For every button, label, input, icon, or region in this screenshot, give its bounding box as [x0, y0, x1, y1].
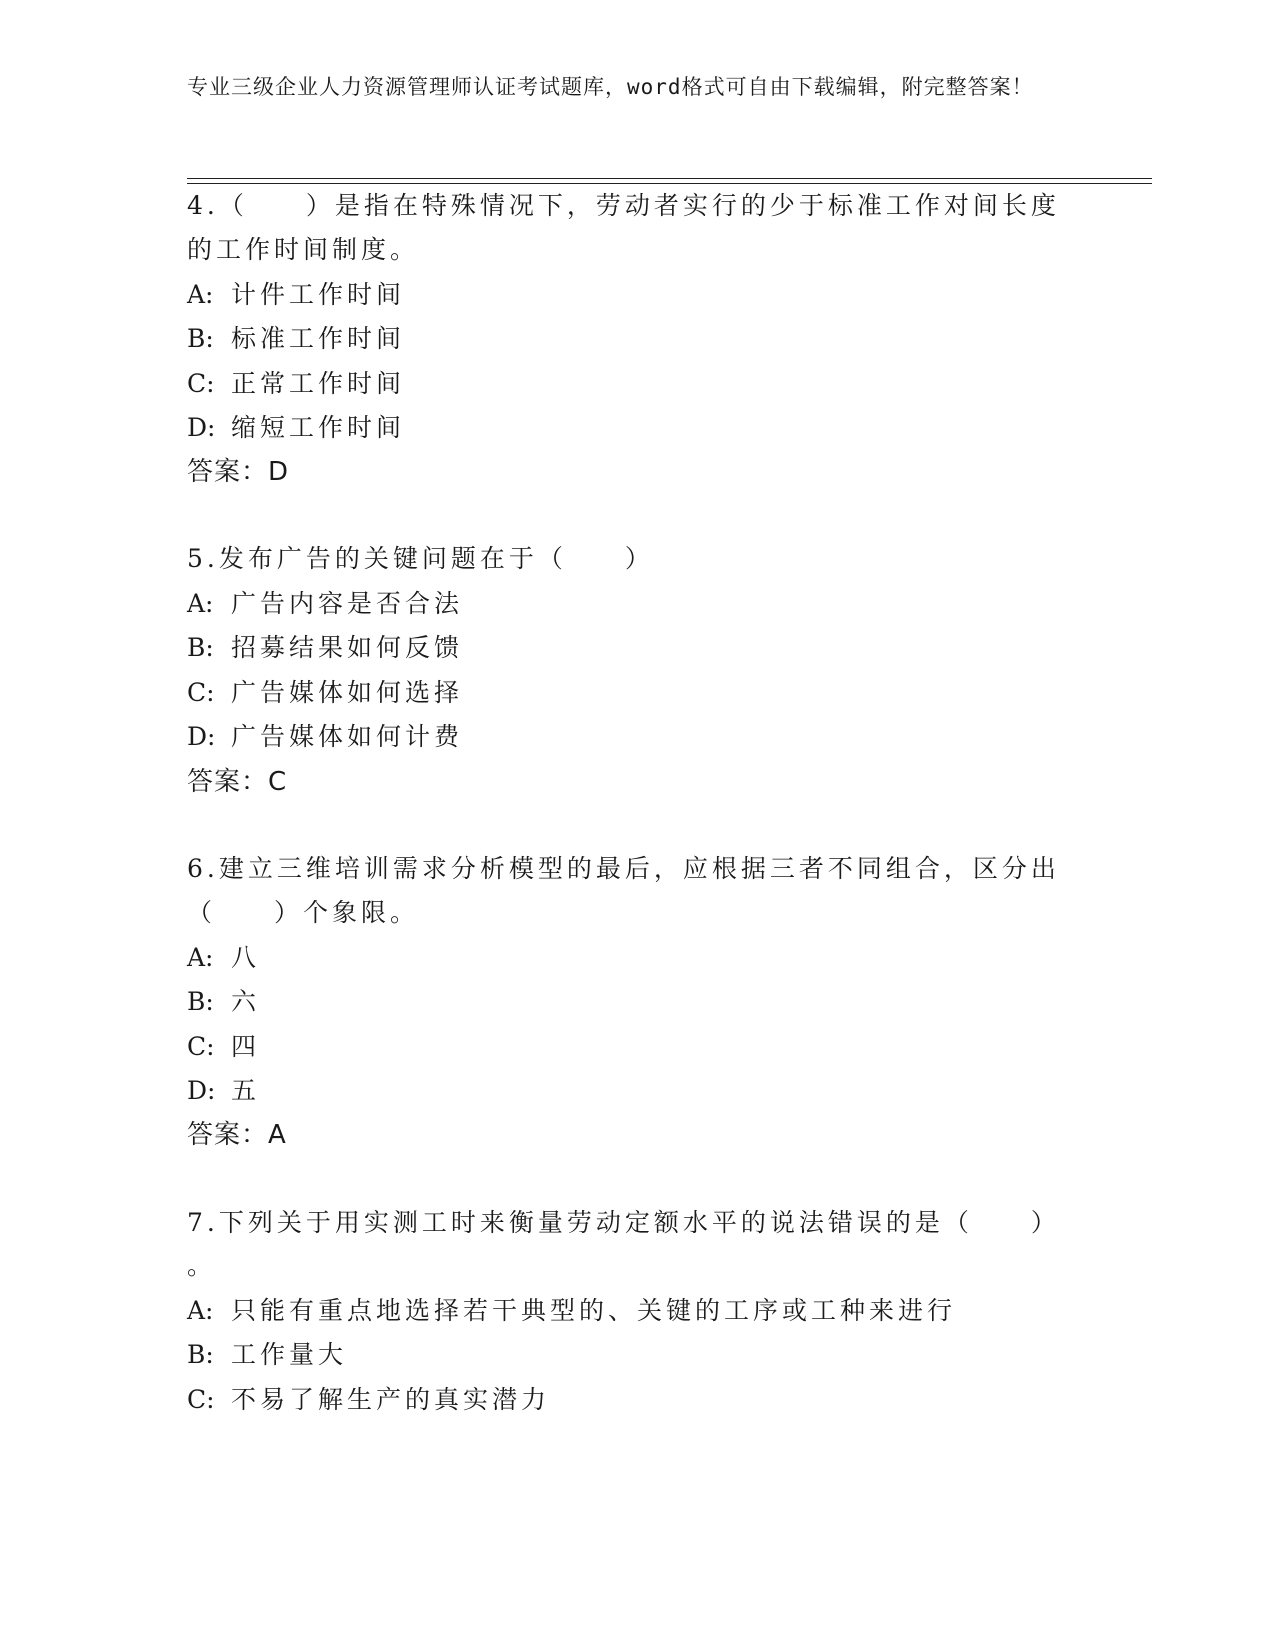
- option-letter: A:: [187, 589, 214, 618]
- option-text: 广告内容是否合法: [231, 589, 464, 618]
- option-letter: A:: [187, 280, 214, 309]
- question-6-option-c: [187, 1031, 260, 1063]
- option-text: 工作量大: [231, 1340, 348, 1369]
- option-text: 计件工作时间: [231, 280, 406, 309]
- option-text: 四: [231, 1032, 261, 1061]
- option-letter: C:: [187, 678, 215, 707]
- option-text: 缩短工作时间: [231, 413, 406, 442]
- option-text: 正常工作时间: [231, 369, 406, 398]
- question-6-option-d: [187, 1075, 260, 1107]
- option-letter: C:: [187, 369, 215, 398]
- question-7-option-a: [187, 1295, 956, 1327]
- option-letter: B:: [187, 1340, 214, 1369]
- question-7-stem-line-2: 。: [187, 1251, 217, 1280]
- question-4-option-a: [187, 279, 405, 311]
- option-letter: D:: [187, 722, 216, 751]
- option-text: 五: [231, 1076, 261, 1105]
- option-text: 不易了解生产的真实潜力: [231, 1385, 551, 1414]
- header-divider-top: [187, 178, 1152, 179]
- question-5-answer: 答案：C: [187, 767, 288, 797]
- question-4-option-d: [187, 412, 405, 444]
- option-text: 六: [231, 987, 261, 1016]
- option-text: 八: [231, 943, 261, 972]
- option-letter: C:: [187, 1032, 215, 1061]
- question-6-stem-line-1: 6.建立三维培训需求分析模型的最后，应根据三者不同组合，区分出: [187, 854, 1060, 883]
- header-divider-bottom: [187, 183, 1152, 184]
- option-letter: C:: [187, 1385, 215, 1414]
- option-text: 广告媒体如何计费: [231, 722, 464, 751]
- question-6-answer: 答案：A: [187, 1120, 287, 1150]
- option-text: 标准工作时间: [231, 324, 406, 353]
- option-letter: D:: [187, 413, 216, 442]
- question-6-stem-line-2: （ ）个象限。: [187, 898, 420, 927]
- question-7-stem-line-1: 7.下列关于用实测工时来衡量劳动定额水平的说法错误的是（ ）: [187, 1208, 1060, 1237]
- question-4-option-c: [187, 368, 405, 400]
- question-6-option-a: [187, 942, 260, 974]
- question-5-option-c: [187, 677, 463, 709]
- question-7-option-b: [187, 1339, 347, 1371]
- option-letter: D:: [187, 1076, 216, 1105]
- option-letter: B:: [187, 324, 214, 353]
- question-7-option-c: [187, 1384, 550, 1416]
- option-text: 广告媒体如何选择: [231, 678, 464, 707]
- option-text: 招募结果如何反馈: [231, 633, 464, 662]
- question-5-option-b: [187, 632, 463, 664]
- question-5-option-d: [187, 721, 463, 753]
- question-4-stem-line-2: 的工作时间制度。: [187, 235, 420, 264]
- option-letter: B:: [187, 633, 214, 662]
- option-text: 只能有重点地选择若干典型的、关键的工序或工种来进行: [231, 1296, 957, 1325]
- question-4-stem-line-1: 4.（ ）是指在特殊情况下，劳动者实行的少于标准工作对间长度: [187, 191, 1060, 220]
- document-header: 专业三级企业人力资源管理师认证考试题库，word格式可自由下载编辑，附完整答案！: [187, 75, 1034, 99]
- question-5-option-a: [187, 588, 463, 620]
- question-4-option-b: [187, 323, 405, 355]
- option-letter: B:: [187, 987, 214, 1016]
- option-letter: A:: [187, 943, 214, 972]
- question-4-answer: 答案：D: [187, 457, 290, 487]
- option-letter: A:: [187, 1296, 214, 1325]
- question-6-option-b: [187, 986, 260, 1018]
- question-5-stem-line-1: 5.发布广告的关键问题在于（ ）: [187, 544, 654, 573]
